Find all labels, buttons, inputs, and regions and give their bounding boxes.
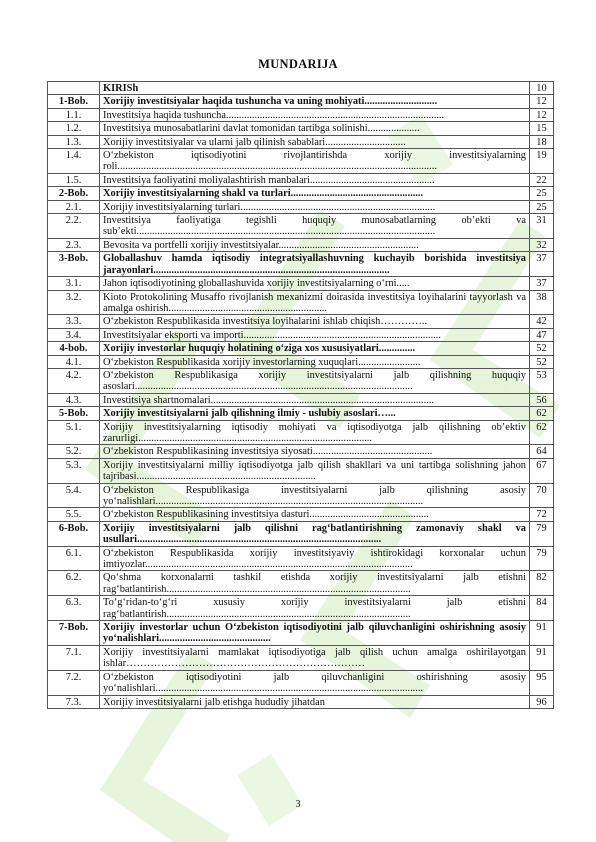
toc-page: 53 [530, 368, 554, 393]
toc-title: O‘zbekiston Respublikasining investitsiya dasturi.............................................. [100, 508, 530, 521]
toc-title: Qo‘shma korxonalarni tashkil etishda xorijiy investitsiyalarni jalb etishni rag‘batlantirish.............................................................................................. [100, 571, 530, 596]
toc-number: 1.5. [48, 173, 100, 186]
toc-page: 12 [530, 108, 554, 121]
toc-number: 2-Bob. [48, 187, 100, 200]
toc-page: 64 [530, 445, 554, 458]
toc-row [48, 187, 554, 200]
toc-number: 5-Bob. [48, 407, 100, 420]
toc-row [48, 315, 554, 328]
toc-title: Xorijiy investitsiyalarni mamlakat iqtisodiyotiga jalb qilish uchun amalga oshirilayotgan ishlar…………………………………………………………… [100, 645, 530, 670]
toc-title: Investitsiya haqida tushuncha.................................................................................... [100, 108, 530, 121]
toc-number: 7.3. [48, 695, 100, 708]
toc-table [47, 81, 554, 709]
toc-row [48, 546, 554, 571]
toc-number: 3.3. [48, 315, 100, 328]
toc-row [48, 277, 554, 290]
toc-page: 47 [530, 328, 554, 341]
toc-row [48, 596, 554, 621]
toc-number: 5.5. [48, 508, 100, 521]
toc-page: 95 [530, 670, 554, 695]
toc-page: 32 [530, 238, 554, 251]
toc-row [48, 82, 554, 95]
toc-page: 25 [530, 200, 554, 213]
toc-number: 1-Bob. [48, 95, 100, 108]
toc-title: To‘g‘ridan-to‘g‘ri xususiy xorijiy investitsiyalarni jalb etishni rag‘batlantirish.............................................................................................. [100, 596, 530, 621]
toc-page: 82 [530, 571, 554, 596]
toc-title: Xorijiy investorlar uchun O‘zbekiston iqtisodiyotini jalb qiluvchanligini oshirishning asosiy yo‘nalishlari........................................... [100, 621, 530, 646]
toc-title: O‘zbekiston Respublikasida investitsiya loyihalarini ishlab chiqish………….. [100, 315, 530, 328]
toc-number: 2.1. [48, 200, 100, 213]
toc-page: 37 [530, 252, 554, 277]
toc-page: 52 [530, 355, 554, 368]
toc-page: 79 [530, 546, 554, 571]
toc-page: 10 [530, 82, 554, 95]
toc-row [48, 621, 554, 646]
toc-row [48, 238, 554, 251]
toc-number: 7.2. [48, 670, 100, 695]
toc-row [48, 122, 554, 135]
toc-number: 3.1. [48, 277, 100, 290]
toc-page: 79 [530, 521, 554, 546]
toc-title: O‘zbekiston Respublikasida xorijiy investitsiyaviy ishtirokidagi korxonalar uchun imtiyozlar....................................................................................................... [100, 546, 530, 571]
toc-page: 70 [530, 483, 554, 508]
toc-number [48, 82, 100, 95]
toc-page: 22 [530, 173, 554, 186]
toc-title: Xorijiy investitsiyalarni jalb etishga hududiy jihatdan [100, 695, 530, 708]
toc-title: Investitsiya shartnomalari...................................................................................... [100, 393, 530, 406]
toc-number: 6.3. [48, 596, 100, 621]
toc-title: Xorijiy investitsiyalarni jalb qilishning ilmiy - uslubiy asoslari…... [100, 407, 530, 420]
toc-row [48, 521, 554, 546]
toc-number: 3.2. [48, 290, 100, 315]
toc-title: Investitsiyalar eksporti va importi............................................................................ [100, 328, 530, 341]
toc-page: 12 [530, 95, 554, 108]
toc-title: Xorijiy investitsiyalarning shakl va turlari................................................... [100, 187, 530, 200]
toc-number: 7.1. [48, 645, 100, 670]
toc-page: 18 [530, 135, 554, 148]
toc-row [48, 214, 554, 239]
toc-row [48, 695, 554, 708]
toc-number: 3.4. [48, 328, 100, 341]
toc-row [48, 135, 554, 148]
toc-page: 25 [530, 187, 554, 200]
toc-number: 2.2. [48, 214, 100, 239]
toc-page: 38 [530, 290, 554, 315]
toc-number: 1.4. [48, 149, 100, 174]
toc-row [48, 483, 554, 508]
toc-page: 72 [530, 508, 554, 521]
toc-number: 5.2. [48, 445, 100, 458]
toc-page: 84 [530, 596, 554, 621]
toc-number: 2.3. [48, 238, 100, 251]
toc-number: 5.1. [48, 420, 100, 445]
toc-row [48, 328, 554, 341]
toc-row [48, 571, 554, 596]
toc-title: Investitsiya munosabatlarini davlat tomonidan tartibga solinishi.................... [100, 122, 530, 135]
toc-title: Jahon iqtisodiyotining globallashuvida xorijiy investitsiyalarning o‘rni..... [100, 277, 530, 290]
toc-title: O‘zbekiston Respublikasining investitsiya siyosati.............................................. [100, 445, 530, 458]
toc-row [48, 508, 554, 521]
toc-row [48, 173, 554, 186]
toc-page: 37 [530, 277, 554, 290]
page-number: 3 [295, 799, 301, 810]
toc-number: 1.1. [48, 108, 100, 121]
toc-title: O‘zbekiston iqtisodiyotini rivojlantirishda xorijiy investitsiyalarning roli........................................................................................................................... [100, 149, 530, 174]
toc-number: 5.4. [48, 483, 100, 508]
toc-row [48, 108, 554, 121]
toc-title: O‘zbekiston Respublikasida xorijiy investorlarning xuquqlari........................ [100, 355, 530, 368]
toc-title: Xorijiy investitsiyalarning turlari........................................................................... [100, 200, 530, 213]
toc-page: 62 [530, 407, 554, 420]
toc-number: 4.2. [48, 368, 100, 393]
toc-title: O‘zbekiston Respublikasiga xorijiy investitsiyalarni jalb qilishning huquqiy asoslari........................................................................................................... [100, 368, 530, 393]
toc-number: 6-Bob. [48, 521, 100, 546]
page-title: MUNDARIJA [258, 57, 338, 71]
toc-page: 15 [530, 122, 554, 135]
toc-title: Investitsiya faoliyatiga tegishli huquqiy munosabatlarning ob’ekti va sub’ekti................................................................................................................... [100, 214, 530, 239]
toc-page: 96 [530, 695, 554, 708]
toc-row [48, 95, 554, 108]
toc-title: Xorijiy investitsiyalarni milliy iqtisodiyotga jalb qilish shakllari va uni tartibga solishning jahon tajribasi..................................................................... [100, 458, 530, 483]
toc-number: 4.1. [48, 355, 100, 368]
toc-title: Kioto Protokolining Musaffo rivojlanish mexanizmi doirasida investitsiya loyihalarini tayyorlash va amalga oshirish............................................................. [100, 290, 530, 315]
toc-number: 1.2. [48, 122, 100, 135]
toc-row [48, 645, 554, 670]
toc-row [48, 342, 554, 355]
toc-row [48, 407, 554, 420]
toc-row [48, 393, 554, 406]
toc-page: 19 [530, 149, 554, 174]
toc-title: Xorijiy investitsiyalarni jalb qilishni rag‘batlantirishning zamonaviy shakl va usullari.............................................................................................. [100, 521, 530, 546]
toc-number: 6.1. [48, 546, 100, 571]
toc-row [48, 420, 554, 445]
toc-page: 52 [530, 342, 554, 355]
toc-title: Globallashuv hamda iqtisodiy integratsiyallashuvning kuchayib borishida investitsiya jarayonlari........................................................................................... [100, 252, 530, 277]
toc-title: Xorijiy investitsiyalarning iqtisodiy mohiyati va iqtisodiyotga jalb qilishning ob’ektiv zarurligi.......................................................................................... [100, 420, 530, 445]
toc-row [48, 445, 554, 458]
toc-row [48, 290, 554, 315]
toc-title: Xorijiy investorlar huquqiy holatining o‘ziga xos xususiyatlari.............. [100, 342, 530, 355]
toc-row [48, 355, 554, 368]
toc-row [48, 670, 554, 695]
toc-row [48, 458, 554, 483]
toc-number: 7-Bob. [48, 621, 100, 646]
toc-page: 62 [530, 420, 554, 445]
toc-row [48, 252, 554, 277]
toc-row [48, 149, 554, 174]
toc-page: 67 [530, 458, 554, 483]
toc-title: O‘zbekiston iqtisodiyotini jalb qiluvchanligini oshirishning asosiy yo‘nalishlari....................................................................................................... [100, 670, 530, 695]
toc-number: 4.3. [48, 393, 100, 406]
toc-row [48, 368, 554, 393]
toc-title: Investitsiya faoliyatini moliyalashtirish manbalari................................................ [100, 173, 530, 186]
toc-title: Bevosita va portfelli xorijiy investitsiyalar...................................................... [100, 238, 530, 251]
toc-title: KIRISh [100, 82, 530, 95]
toc-number: 3-Bob. [48, 252, 100, 277]
toc-page: 91 [530, 645, 554, 670]
toc-number: 6.2. [48, 571, 100, 596]
toc-page: 31 [530, 214, 554, 239]
toc-page: 42 [530, 315, 554, 328]
toc-number: 4-bob. [48, 342, 100, 355]
toc-title: O‘zbekiston Respublikasiga investitsiyalarni jalb qilishning asosiy yo‘nalishlari....................................................................................................... [100, 483, 530, 508]
toc-number: 5.3. [48, 458, 100, 483]
toc-row [48, 200, 554, 213]
toc-title: Xorijiy investitsiyalar va ularni jalb qilinish sabablari............................... [100, 135, 530, 148]
toc-page: 56 [530, 393, 554, 406]
toc-title: Xorijiy investitsiyalar haqida tushuncha va uning mohiyati............................ [100, 95, 530, 108]
toc-number: 1.3. [48, 135, 100, 148]
toc-page: 91 [530, 621, 554, 646]
